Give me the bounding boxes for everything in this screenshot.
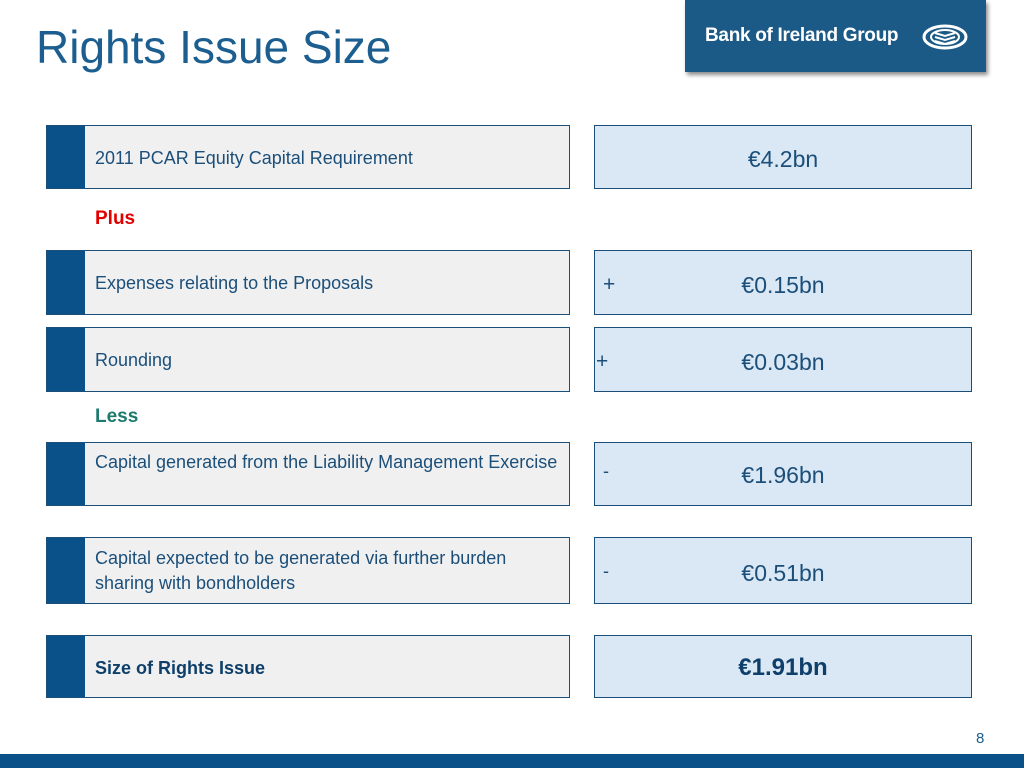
row-value: €0.51bn [741, 560, 825, 586]
row-value: €4.2bn [747, 146, 819, 172]
row-accent-bar [47, 126, 85, 188]
row-value: €0.15bn [741, 272, 825, 298]
row-value: €1.91bn [738, 654, 828, 681]
row-label: 2011 PCAR Equity Capital Requirement [95, 148, 413, 168]
burden-sharing-value-box [594, 537, 972, 604]
footer-bar [0, 754, 1024, 768]
expenses-value-box [594, 250, 972, 315]
rounding-value-box [594, 327, 972, 392]
row-sign: - [603, 461, 609, 481]
expenses-label-box [46, 250, 570, 315]
row-label: Rounding [95, 350, 173, 370]
pcar-requirement-value-box [594, 125, 972, 189]
rounding-label-box [46, 327, 570, 392]
less-section-label: Less [95, 406, 139, 427]
row-sign: - [603, 561, 609, 581]
rights-issue-size-value-box [594, 635, 972, 698]
liability-management-label-box [46, 442, 570, 506]
row-accent-bar [47, 251, 85, 314]
row-value: €0.03bn [741, 349, 825, 375]
row-label: Capital generated from the Liability Management Exercise [95, 452, 558, 472]
row-label: Size of Rights Issue [95, 658, 266, 678]
rights-issue-size-label-box [46, 635, 570, 698]
row-accent-bar [47, 328, 85, 391]
pcar-requirement-label-box [46, 125, 570, 189]
bank-of-ireland-logo-icon [921, 23, 969, 51]
liability-management-value-box [594, 442, 972, 506]
row-accent-bar [47, 636, 85, 697]
logo-text: Bank of Ireland Group [705, 25, 899, 46]
row-accent-bar [47, 538, 85, 603]
page-number: 8 [976, 730, 985, 747]
burden-sharing-label-box [46, 537, 570, 604]
slide-title: Rights Issue Size [36, 21, 392, 73]
row-sign: + [603, 273, 616, 296]
row-value: €1.96bn [741, 462, 825, 488]
row-accent-bar [47, 443, 85, 505]
row-label: Capital expected to be generated via further burden sharing with bondholders [95, 548, 507, 593]
plus-section-label: Plus [95, 208, 136, 229]
row-sign: + [596, 350, 609, 373]
row-label: Expenses relating to the Proposals [95, 273, 374, 293]
